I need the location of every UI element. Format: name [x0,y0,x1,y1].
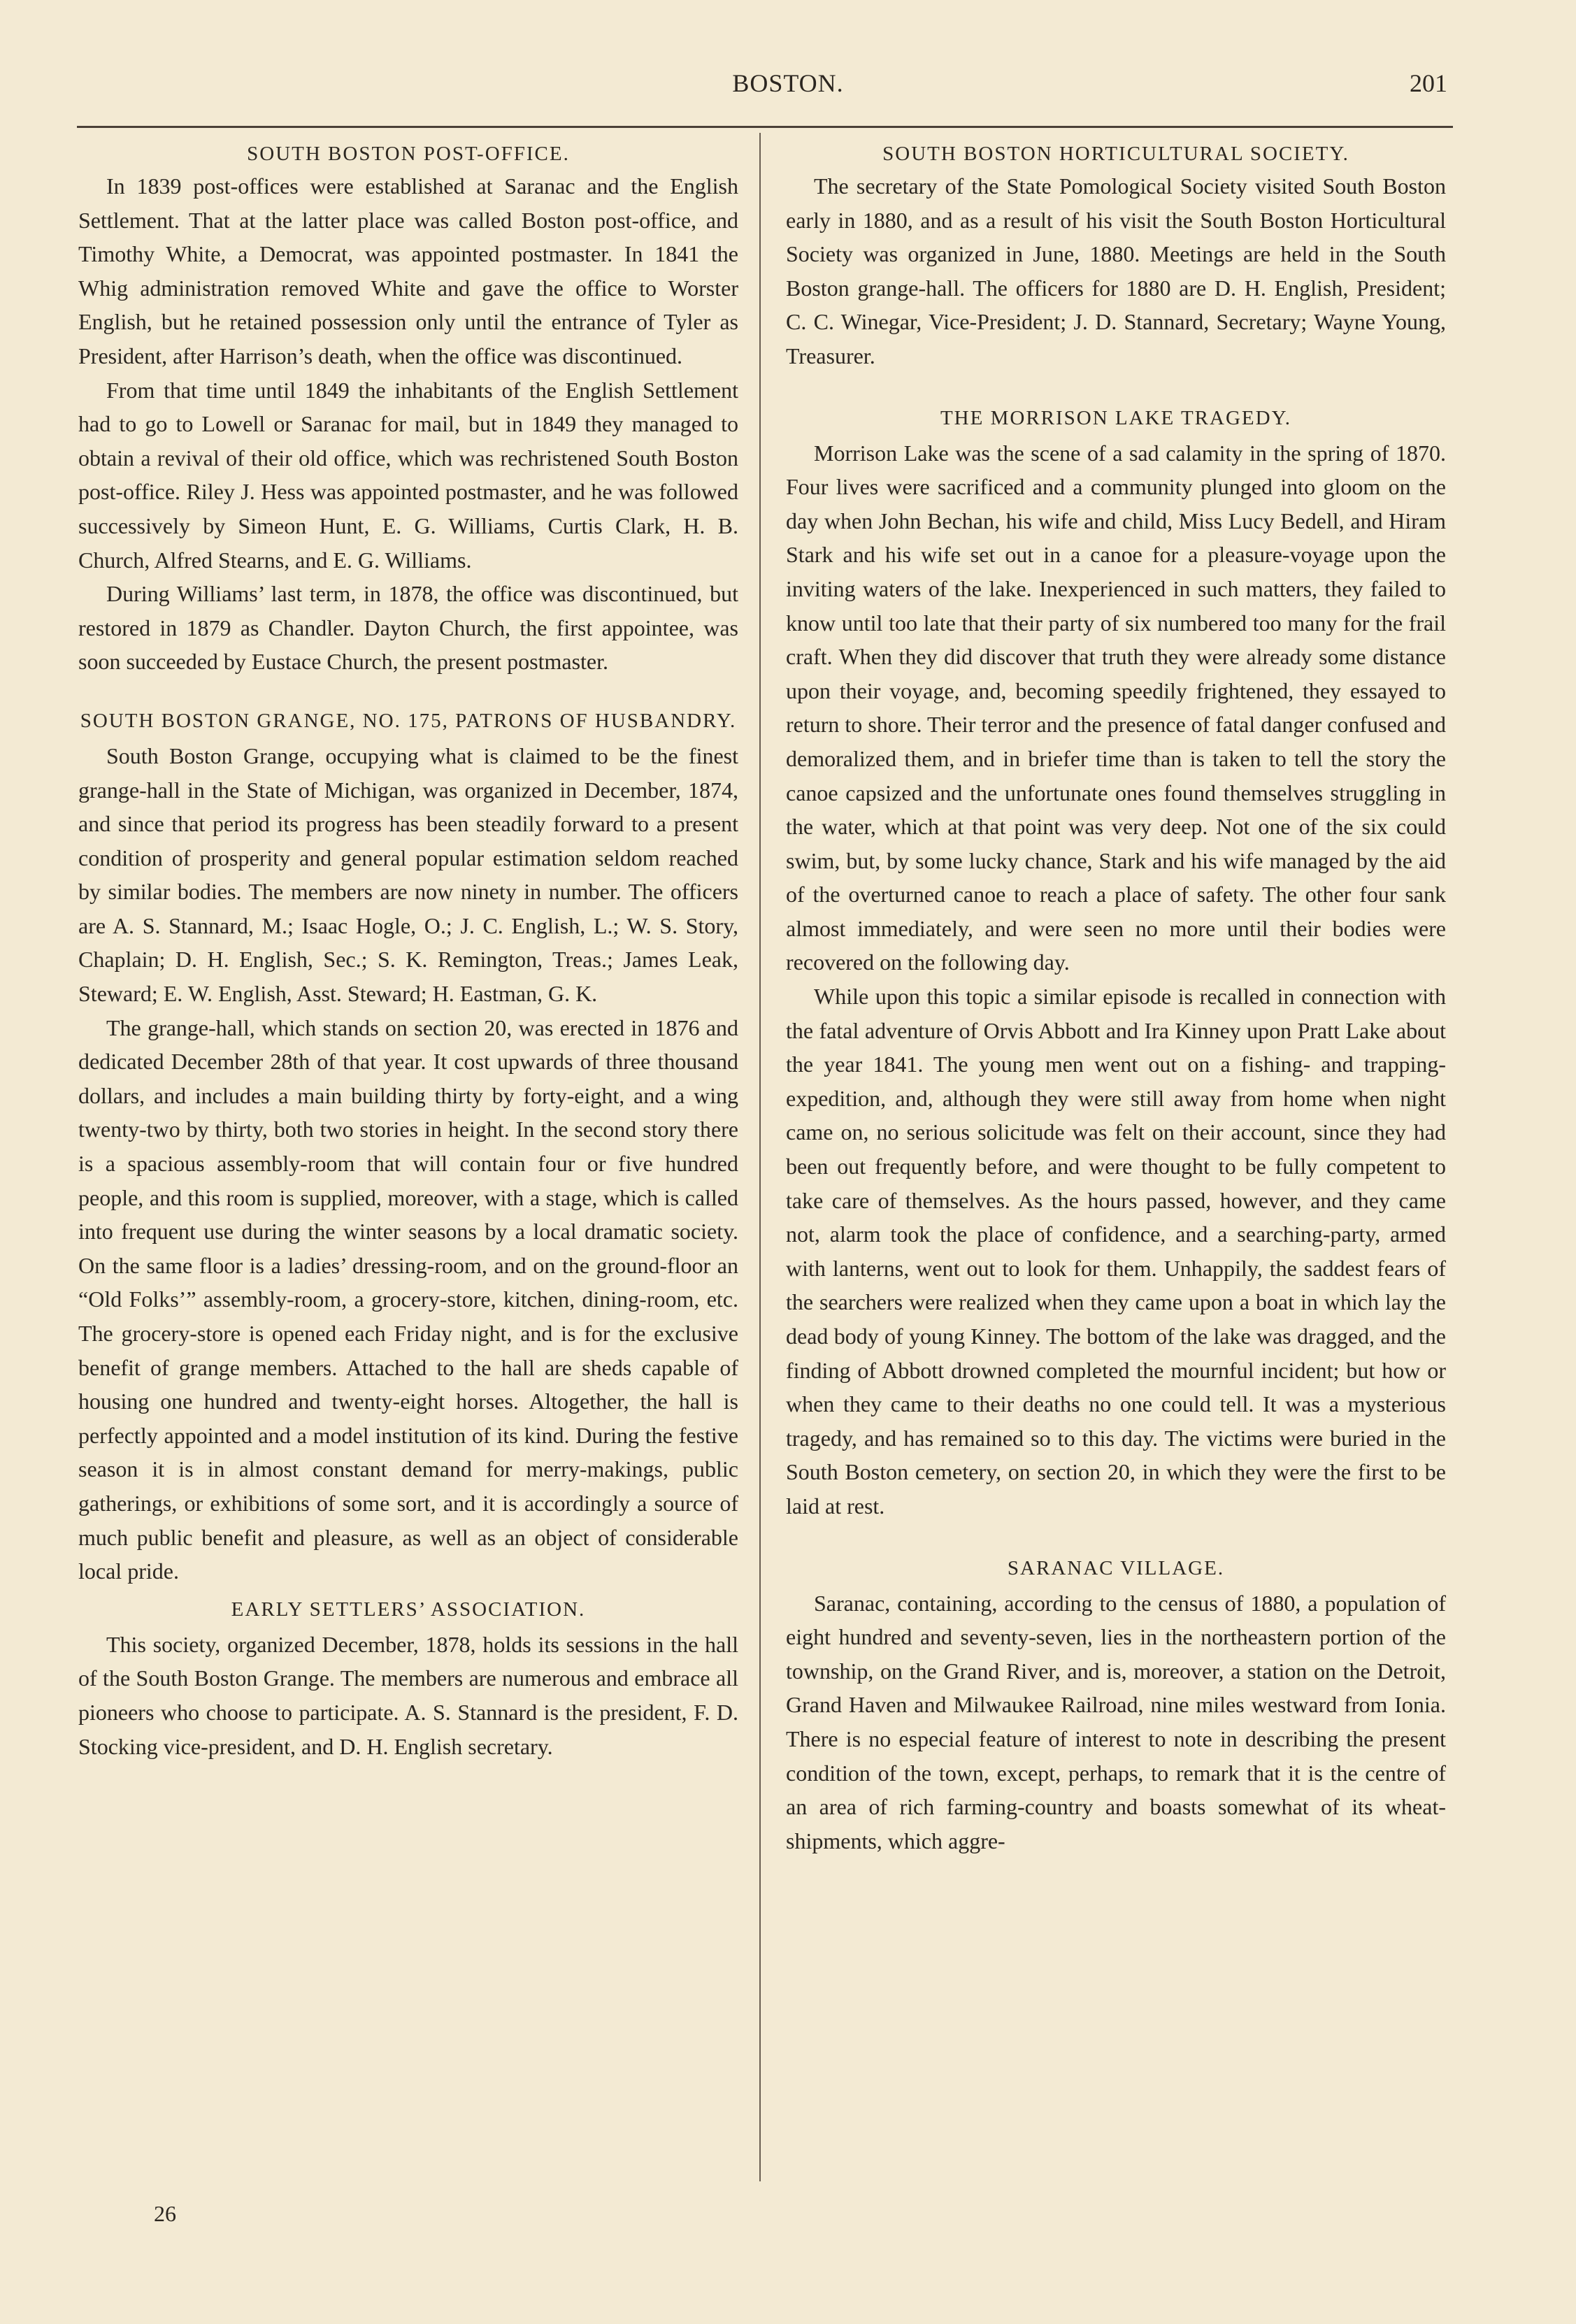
paragraph: Morrison Lake was the scene of a sad calamity in the spring of 1870. Four lives were sacrificed and a community plunged into gloom on the day when John Bechan, his wife and child, Miss Lucy Bedell, and Hiram Stark and his wife set out in a canoe for a pleasure-voyage upon the inviting waters of the lake. Inexperienced in such matters, they failed to know until too late that their party of six numbered too many for the frail craft. When they did discover that truth they were already some distance upon their voyage, and, becoming speedily frightened, they essayed to return to shore. Their terror and the presence of fatal danger confused and demoralized them, and in briefer time than is taken to tell the story the canoe capsized and the unfortunate ones found themselves struggling in the water, which at that point was very deep. Not one of the six could swim, but, by some lucky chance, Stark and his wife managed by the aid of the overturned canoe to reach a place of safety. The other four sank almost immediately, and were seen no more until their bodies were recovered on the following day. [786,440,1446,975]
running-title: BOSTON. [732,69,844,97]
heading-post-office: SOUTH BOSTON POST-OFFICE. [247,143,570,165]
paragraph: The grange-hall, which stands on section 20, was erected in 1876 and dedicated December 28th of that year. It cost upwards of three thousand dollars, and includes a main building thirty by forty-eight, and a wing twenty-two by thirty, both two stories in height. In the second story there is a spacious assembly-room that will contain four or five hundred people, and this room is supplied, moreover, with a stage, which is called into frequent use during the winter seasons by a local dramatic society. On the same floor is a ladies’ dressing-room, and on the ground-floor an “Old Folks’” assembly-room, a grocery-store, kitchen, dining-room, etc. The grocery-store is opened each Friday night, and is for the exclusive benefit of grange members. Attached to the hall are sheds capable of housing one hundred and twenty-eight horses. Altogether, the hall is perfectly appointed and a model institution of its kind. During the festive season it is in almost constant demand for merry-makings, public gatherings, or exhibitions of some sort, and it is accordingly a source of much public benefit and pleasure, as well as an object of considerable local pride. [78,1014,738,1584]
signature-mark: 26 [154,2201,176,2226]
paragraph: In 1839 post-offices were established at Saranac and the English Settlement. That at the latter place was called Boston post-office, and Timothy White, a Democrat, was appointed postmaster. In 1841 the Whig administration removed White and gave the office to Worster English, but he retained possession only until the entrance of Tyler as President, after Harrison’s death, when the office was discontinued. [78,173,738,368]
heading-early-settlers: EARLY SETTLERS’ ASSOCIATION. [231,1598,586,1621]
running-head [0,64,1576,106]
heading-grange: SOUTH BOSTON GRANGE, NO. 175, PATRONS OF HUSBANDRY. [80,709,737,732]
page-number: 201 [1410,69,1447,97]
paragraph: This society, organized December, 1878, holds its sessions in the hall of the South Boston Grange. The members are numerous and embrace all pioneers who choose to participate. A. S. Stannard is the president, F. D. Stocking vice-president, and D. H. English secretary. [78,1631,738,1759]
right-column [786,137,1446,1858]
heading-saranac-village: SARANAC VILLAGE. [1007,1556,1225,1579]
paragraph: From that time until 1849 the inhabitants of the English Settlement had to go to Lowell or Saranac for mail, but in 1849 they managed to obtain a revival of their old office, which was rechristened South Boston post-office. Riley J. Hess was appointed postmaster, and he was followed successively by Simeon Hunt, E. G. Williams, Curtis Clark, H. B. Church, Alfred Stearns, and E. G. Williams. [78,377,738,573]
paragraph: The secretary of the State Pomological Society visited South Boston early in 1880, and as a result of his visit the South Boston Horticultural Society was organized in June, 1880. Meetings are held in the South Boston grange-hall. The officers for 1880 are D. H. English, President; C. C. Winegar, Vice-President; J. D. Stannard, Secretary; Wayne Young, Treasurer. [786,173,1446,368]
paragraph: While upon this topic a similar episode is recalled in connection with the fatal adventure of Orvis Abbott and Ira Kinney upon Pratt Lake about the year 1841. The young men went out on a fishing- and trapping-expedition, and, although they were still away from home when night came on, no serious solicitude was felt on their account, since they had been out frequently before, and were thought to be fully competent to take care of themselves. As the hours passed, however, and they came not, alarm took the place of confidence, and a searching-party, armed with lanterns, went out to look for them. Unhappily, the saddest fears of the searchers were realized when they came upon a boat in which lay the dead body of young Kinney. The bottom of the lake was dragged, and the finding of Abbott drowned completed the mournful incident; but how or when they came to their deaths no one could tell. It was a mysterious tragedy, and has remained so to this day. The victims were buried in the South Boston cemetery, on section 20, in which they were the first to be laid at rest. [786,984,1446,1519]
paragraph: During Williams’ last term, in 1878, the office was discontinued, but restored in 1879 as Chandler. Dayton Church, the first appointee, was soon succeeded by Eustace Church, the present postmaster. [78,581,738,675]
heading-horticultural-society: SOUTH BOSTON HORTICULTURAL SOCIETY. [882,143,1349,165]
column-divider [759,133,761,2181]
paragraph: Saranac, containing, according to the census of 1880, a population of eight hundred and seventy-seven, lies in the northeastern portion of the township, on the Grand River, and is, moreover, a station on the Detroit, Grand Haven and Milwaukee Railroad, nine miles westward from Ionia. There is no especial feature of interest to note in describing the present condition of the town, except, perhaps, to remark that it is the centre of an area of rich farming-country and boasts somewhat of its wheat-shipments, which aggre- [786,1590,1446,1853]
header-rule [77,126,1453,128]
heading-morrison-lake-tragedy: THE MORRISON LAKE TRAGEDY. [940,406,1292,429]
left-column [78,137,738,1763]
paragraph: South Boston Grange, occupying what is claimed to be the finest grange-hall in the State of Michigan, was organized in December, 1874, and since that period its progress has been steadily forward to a present condition of prosperity and general popular estimation seldom reached by similar bodies. The members are now ninety in number. The officers are A. S. Stannard, M.; Isaac Hogle, O.; J. C. English, L.; W. S. Story, Chaplain; D. H. English, Sec.; S. K. Remington, Treas.; James Leak, Steward; E. W. English, Asst. Steward; H. Eastman, G. K. [78,743,738,1007]
